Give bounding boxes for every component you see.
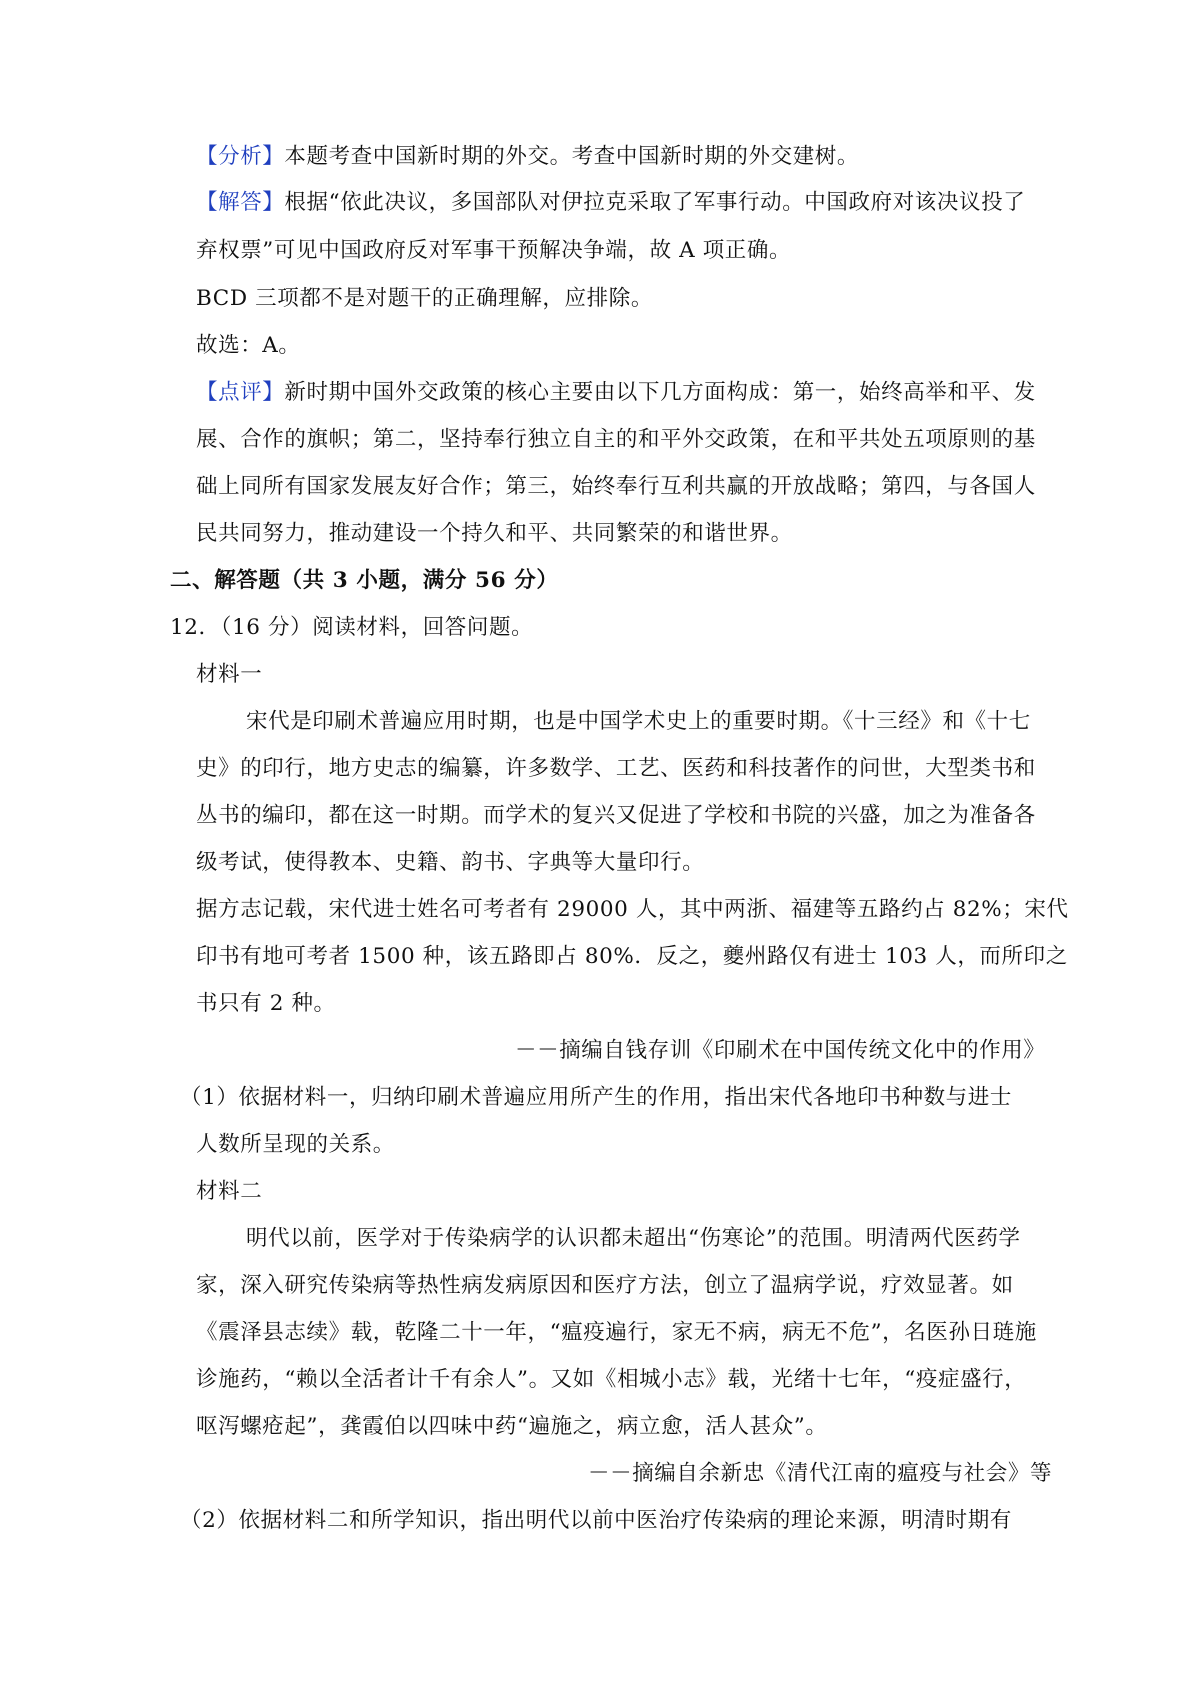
sub-question-1-line-2: 人数所呈现的关系。 [196,1132,395,1157]
analysis-text: 本题考查中国新时期的外交。考查中国新时期的外交建树。 [284,144,860,169]
answer-tag: 【解答】 [196,190,285,215]
section-heading: 二、解答题（共 3 小题，满分 56 分） [170,568,559,593]
material-1-line: 级考试，使得教本、史籍、韵书、字典等大量印行。 [196,850,705,875]
material-1-source: －－摘编自钱存训《印刷术在中国传统文化中的作用》 [515,1038,1046,1063]
comment-line-2: 展、合作的旗帜；第二，坚持奉行独立自主的和平外交政策，在和平共处五项原则的基 [196,427,1036,452]
material-1-line: 丛书的编印，都在这一时期。而学术的复兴又促进了学校和书院的兴盛，加之为准备各 [196,803,1036,828]
material-2-source: －－摘编自余新忠《清代江南的瘟疫与社会》等 [588,1461,1053,1486]
comment-text-1: 新时期中国外交政策的核心主要由以下几方面构成：第一，始终高举和平、发 [284,380,1036,405]
sub-question-1-line-1: （1）依据材料一，归纳印刷术普遍应用所产生的作用，指出宋代各地印书种数与进士 [180,1085,1012,1110]
comment-tag: 【点评】 [196,380,285,405]
material-1-line: 宋代是印刷术普遍应用时期，也是中国学术史上的重要时期。《十三经》和《十七 [246,709,1031,734]
comment-line-1 [196,378,1036,408]
sub-question-2-line-1: （2）依据材料二和所学知识，指出明代以前中医治疗传染病的理论来源，明清时期有 [180,1508,1012,1533]
material-1-title: 材料一 [196,662,263,687]
material-2-line: 呕泻螺疮起”，龚霞伯以四味中药“遍施之，病立愈，活人甚众”。 [196,1414,828,1439]
comment-line-4: 民共同努力，推动建设一个持久和平、共同繁荣的和谐世界。 [196,521,793,546]
material-1-line: 史》的印行，地方史志的编纂，许多数学、工艺、医药和科技著作的问世，大型类书和 [196,756,1036,781]
comment-line-3: 础上同所有国家发展友好合作；第三，始终奉行互利共赢的开放战略；第四，与各国人 [196,474,1036,499]
material-2-line: 诊施药，“赖以全活者计千有余人”。又如《相城小志》载，光绪十七年，“疫症盛行， [196,1367,1027,1392]
material-2-title: 材料二 [196,1179,263,1204]
analysis-line [196,142,859,172]
answer-line-3: BCD 三项都不是对题干的正确理解，应排除。 [196,286,653,311]
material-2-line: 家，深入研究传染病等热性病发病原因和医疗方法，创立了温病学说，疗效显著。如 [196,1273,1014,1298]
material-1-line: 据方志记载，宋代进士姓名可考者有 29000 人，其中两浙、福建等五路约占 82%；宋代 [196,897,1069,922]
material-2-line: 明代以前，医学对于传染病学的认识都未超出“伤寒论”的范围。明清两代医药学 [246,1226,1021,1251]
answer-line-4: 故选：A。 [196,333,301,358]
question-stem: 12．（16 分）阅读材料，回答问题。 [170,615,534,640]
material-1-line: 印书有地可考者 1500 种，该五路即占 80%．反之，夔州路仅有进士 103 人，而所印之 [196,944,1068,969]
analysis-tag: 【分析】 [196,144,285,169]
material-2-line: 《震泽县志续》载，乾隆二十一年，“瘟疫遍行，家无不病，病无不危”，名医孙日琏施 [196,1320,1037,1345]
answer-text-1: 根据“依此决议，多国部队对伊拉克采取了军事行动。中国政府对该决议投了 [284,190,1026,215]
answer-line-2: 弃权票”可见中国政府反对军事干预解决争端，故 A 项正确。 [196,238,792,263]
material-1-line: 书只有 2 种。 [196,991,336,1016]
answer-line-1 [196,188,1025,218]
